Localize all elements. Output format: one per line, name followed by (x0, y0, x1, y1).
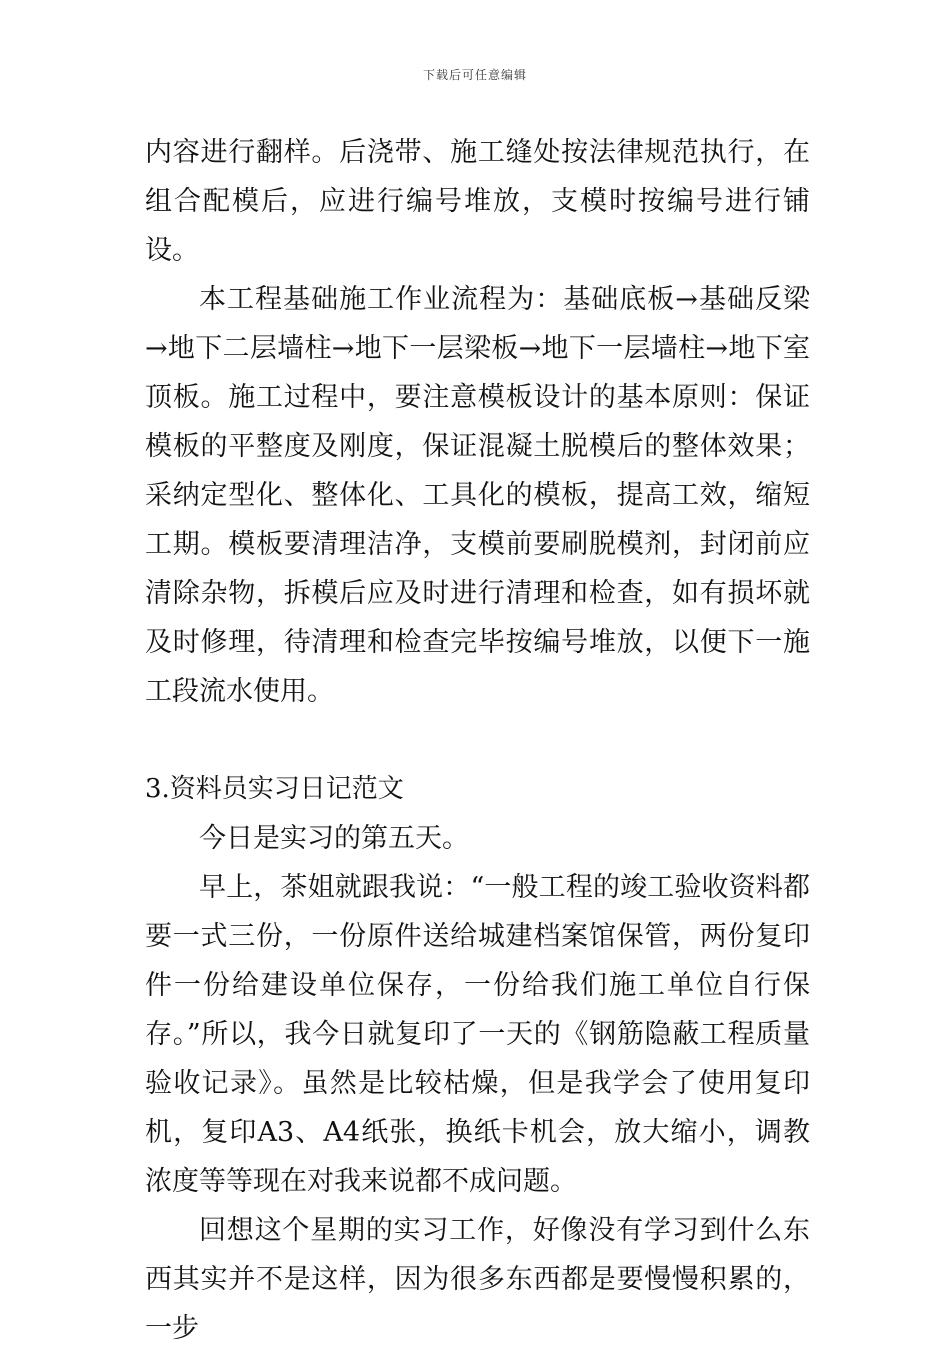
paragraph-5: 回想这个星期的实习工作，好像没有学习到什么东西其实并不是这样，因为很多东西都是要慢慢积累的，一步 (145, 1215, 810, 1344)
page-header: 下载后可任意编辑 (422, 68, 527, 82)
paragraph-2: 本工程基础施工作业流程为：基础底板→基础反梁→地下二层墙柱→地下一层梁板→地下一层墙柱→地下室顶板。施工过程中，要注意模板设计的基本原则：保证模板的平整度及刚度，保证混凝土脱模后的整体效果；采纳定型化、整体化、工具化的模板，提高工效，缩短工期。模板要清理洁净，支模前要刷脱模剂，封闭前应清除杂物，拆模后应及时进行清理和检查，如有损坏就及时修理，待清理和检查完毕按编号堆放，以便下一施工段流水使用。 (145, 284, 810, 707)
spacer (145, 716, 810, 765)
paragraph-4: 早上，茶姐就跟我说：“一般工程的竣工验收资料都要一式三份，一份原件送给城建档案馆保管，两份复印件一份给建设单位保存，一份给我们施工单位自行保存。”所以，我今日就复印了一天的《钢筋隐蔽工程质量验收记录》。虽然是比较枯燥，但是我学会了使用复印机，复印A3、A4纸张，换纸卡机会，放大缩小，调教浓度等等现在对我来说都不成问题。 (145, 872, 810, 1197)
section-heading: 3.资料员实习日记范文 (145, 774, 404, 804)
paragraph-1: 内容进行翻样。后浇带、施工缝处按法律规范执行，在组合配模后，应进行编号堆放，支模时按编号进行铺设。 (145, 137, 810, 266)
document-body (145, 128, 810, 1353)
paragraph-3: 今日是实习的第五天。 (199, 823, 469, 854)
